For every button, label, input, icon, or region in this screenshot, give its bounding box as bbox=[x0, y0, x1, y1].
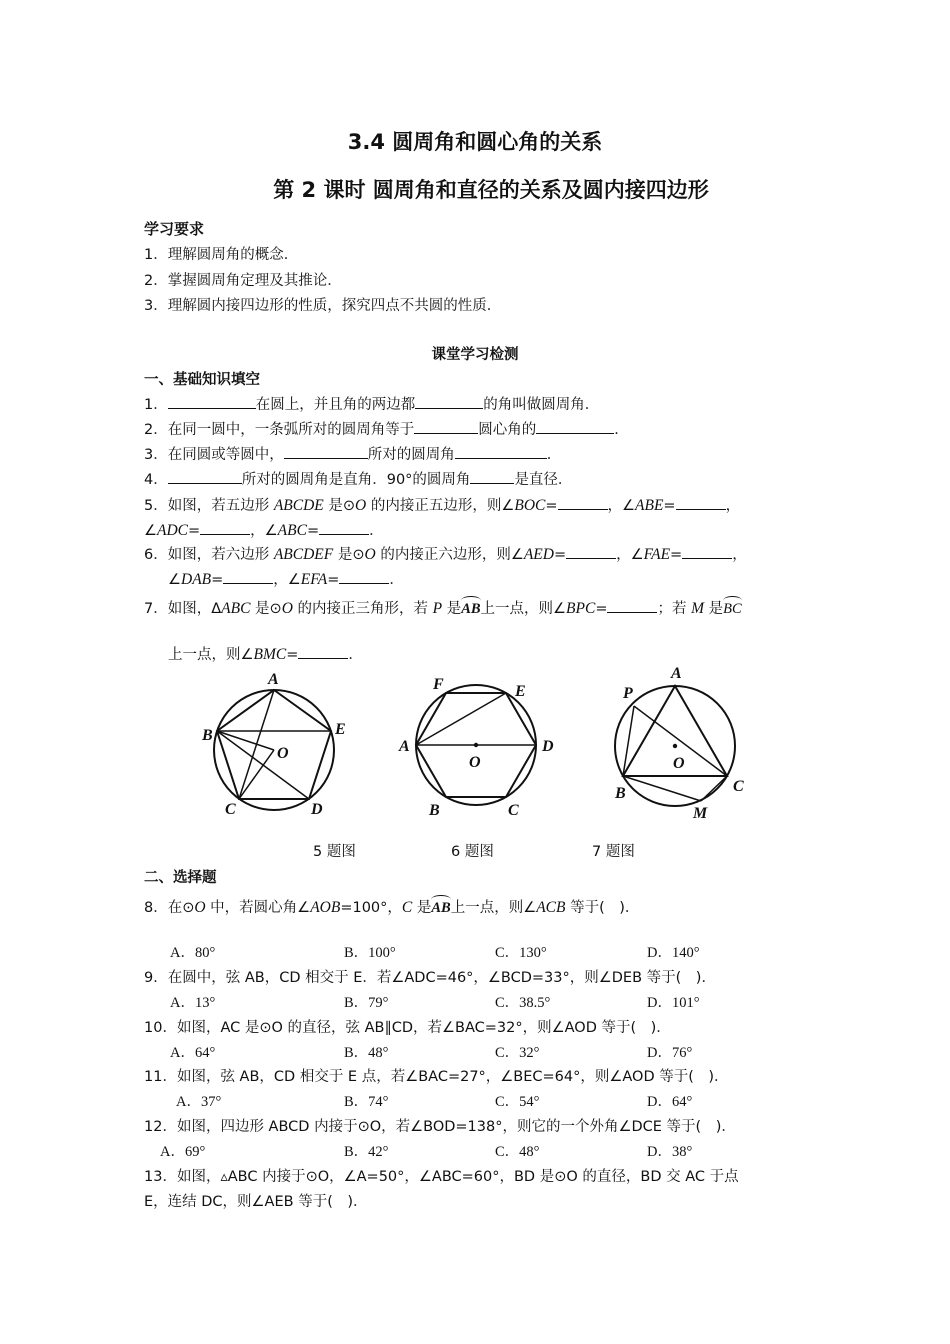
fig7-label: B bbox=[615, 785, 626, 802]
question-11: 11．如图，弦 AB，CD 相交于 E 点，若∠BAC=27°，∠BEC=64°，则∠AOD 等于( )． bbox=[144, 1069, 729, 1085]
q9-option-c: C．38.5° bbox=[495, 995, 551, 1011]
question-7-cont: 上一点，则∠BMC= ． bbox=[168, 646, 363, 663]
question-4: 4． 所对的圆周角是直角．90°的圆周角 是直径． bbox=[144, 468, 572, 489]
q10-option-b: B．48° bbox=[344, 1045, 389, 1061]
question-3: 3．在同圆或等圆中， 所对的圆周角 ． bbox=[144, 443, 561, 464]
figure-7-triangle bbox=[605, 660, 765, 825]
fig5-label: C bbox=[225, 801, 236, 818]
figure-7-caption: 7 题图 bbox=[592, 844, 635, 860]
fig6-label: F bbox=[433, 676, 444, 693]
fig5-label: E bbox=[335, 721, 346, 738]
fig5-label: B bbox=[202, 727, 213, 744]
q12-option-b: B．42° bbox=[344, 1144, 389, 1160]
fig7-label: A bbox=[671, 665, 682, 682]
q9-option-d: D．101° bbox=[647, 995, 700, 1011]
fig6-label: D bbox=[542, 738, 554, 755]
figure-5-pentagon bbox=[195, 668, 365, 828]
q11-option-b: B．74° bbox=[344, 1094, 389, 1110]
q9-option-b: B．79° bbox=[344, 995, 389, 1011]
part1-heading: 一、基础知识填空 bbox=[144, 372, 260, 388]
requirements-heading: 学习要求 bbox=[144, 220, 205, 238]
question-12: 12．如图，四边形 ABCD 内接于⊙O，若∠BOD=138°，则它的一个外角∠DCE 等于( )． bbox=[144, 1119, 736, 1135]
fig7-label: P bbox=[623, 685, 633, 702]
q10-option-a: A．64° bbox=[170, 1045, 216, 1061]
fig7-label: M bbox=[693, 805, 708, 822]
question-5: 5．如图，若五边形 ABCDE 是⊙O 的内接正五边形，则∠BOC= ，∠ABE= ， bbox=[144, 497, 741, 514]
question-7: 7．如图，ΔABC 是⊙O 的内接正三角形，若 P 是AB上一点，则∠BPC= ；若 M 是BC bbox=[144, 600, 742, 617]
q10-option-d: D．76° bbox=[647, 1045, 693, 1061]
q8-option-c: C．130° bbox=[495, 945, 547, 961]
q8-option-b: B．100° bbox=[344, 945, 396, 961]
fig7-label: O bbox=[673, 755, 685, 772]
question-2: 2．在同一圆中，一条弧所对的圆周角等于 圆心角的 ． bbox=[144, 418, 629, 439]
section-title: 课堂学习检测 bbox=[431, 347, 519, 363]
requirement-item: 2．掌握圆周角定理及其推论． bbox=[144, 273, 342, 289]
fig6-label: E bbox=[515, 683, 526, 700]
fig7-label: C bbox=[733, 778, 744, 795]
question-13-cont: E，连结 DC，则∠AEB 等于( )． bbox=[144, 1194, 368, 1210]
fig6-label: O bbox=[469, 754, 481, 771]
question-13: 13．如图，▵ABC 内接于⊙O，∠A=50°，∠ABC=60°，BD 是⊙O 的直径，BD 交 AC 于点 bbox=[144, 1169, 739, 1185]
question-8: 8．在⊙O 中，若圆心角∠AOB=100°，C 是AB上一点，则∠ACB 等于( )． bbox=[144, 899, 640, 916]
q11-option-c: C．54° bbox=[495, 1094, 540, 1110]
fig6-label: B bbox=[429, 802, 440, 819]
requirement-item: 3．理解圆内接四边形的性质，探究四点不共圆的性质． bbox=[144, 298, 502, 314]
fig6-label: A bbox=[399, 738, 410, 755]
question-6-cont: ∠DAB= ，∠EFA= ． bbox=[168, 571, 404, 588]
part2-heading: 二、选择题 bbox=[144, 870, 217, 886]
question-6: 6．如图，若六边形 ABCDEF 是⊙O 的内接正六边形，则∠AED= ，∠FAE= ， bbox=[144, 546, 747, 563]
q12-option-c: C．48° bbox=[495, 1144, 540, 1160]
page-title: 3.4 圆周角和圆心角的关系 bbox=[347, 130, 603, 154]
fig6-label: C bbox=[508, 802, 519, 819]
figure-6-hexagon bbox=[395, 672, 565, 822]
question-9: 9．在圆中，弦 AB，CD 相交于 E．若∠ADC=46°，∠BCD=33°，则∠DEB 等于( )． bbox=[144, 970, 716, 986]
requirement-item: 1．理解圆周角的概念． bbox=[144, 247, 299, 263]
q12-option-a: A．69° bbox=[160, 1144, 206, 1160]
question-10: 10．如图，AC 是⊙O 的直径，弦 AB∥CD，若∠BAC=32°，则∠AOD 等于( )． bbox=[144, 1020, 671, 1036]
fig5-label: D bbox=[311, 801, 323, 818]
q11-option-d: D．64° bbox=[647, 1094, 693, 1110]
question-1: 1． 在圆上，并且角的两边都 的角叫做圆周角． bbox=[144, 393, 599, 414]
q8-option-a: A．80° bbox=[170, 945, 216, 961]
figure-6-caption: 6 题图 bbox=[451, 844, 494, 860]
q9-option-a: A．13° bbox=[170, 995, 216, 1011]
fig5-label: A bbox=[268, 671, 279, 688]
question-5-cont: ∠ADC= ，∠ABC= ． bbox=[144, 522, 384, 539]
q11-option-a: A．37° bbox=[176, 1094, 222, 1110]
q12-option-d: D．38° bbox=[647, 1144, 693, 1160]
figure-5-caption: 5 题图 bbox=[313, 844, 356, 860]
page-subtitle: 第 2 课时 圆周角和直径的关系及圆内接四边形 bbox=[273, 178, 709, 202]
q8-option-d: D．140° bbox=[647, 945, 700, 961]
q10-option-c: C．32° bbox=[495, 1045, 540, 1061]
fig5-label: O bbox=[277, 745, 289, 762]
